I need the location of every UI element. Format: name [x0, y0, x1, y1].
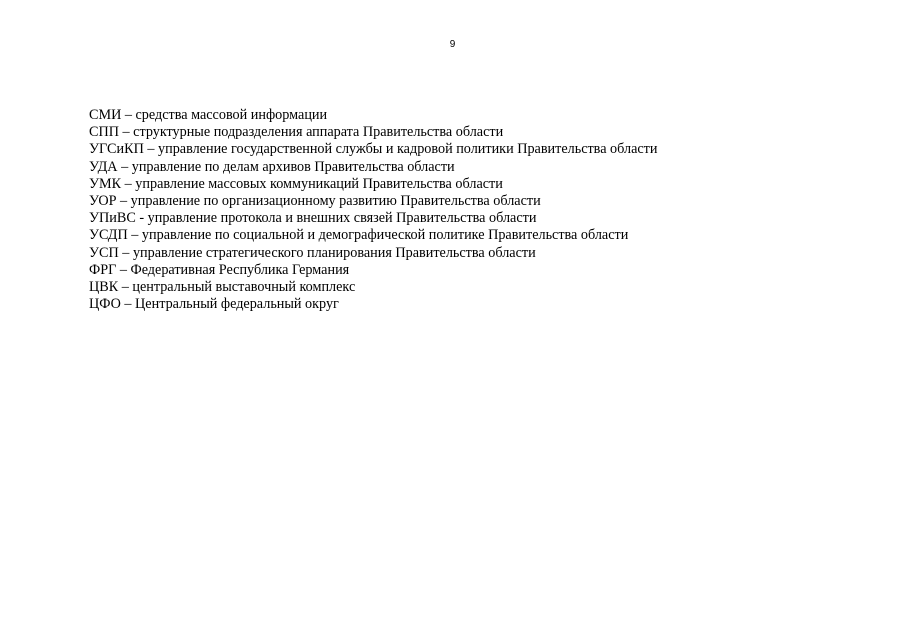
- abbreviation-list: [89, 107, 869, 313]
- abbreviation-entry: УСДП – управление по социальной и демографической политике Правительства области: [89, 227, 629, 244]
- abbreviation-entry: УМК – управление массовых коммуникаций Правительства области: [89, 175, 503, 192]
- abbreviation-entry: УОР – управление по организационному развитию Правительства области: [89, 193, 541, 210]
- abbreviation-entry: ФРГ – Федеративная Республика Германия: [89, 261, 350, 278]
- abbreviation-entry: УГСиКП – управление государственной службы и кадровой политики Правительства области: [89, 141, 658, 158]
- abbreviation-entry: ЦВК – центральный выставочный комплекс: [89, 279, 356, 296]
- abbreviation-entry: ЦФО – Центральный федеральный округ: [89, 296, 339, 313]
- page-number: 9: [449, 39, 456, 50]
- abbreviation-entry: СПП – структурные подразделения аппарата Правительства области: [89, 124, 504, 141]
- abbreviation-entry: УСП – управление стратегического планирования Правительства области: [89, 244, 536, 261]
- abbreviation-entry: СМИ – средства массовой информации: [89, 107, 328, 123]
- abbreviation-entry: УДА – управление по делам архивов Правительства области: [89, 158, 455, 175]
- abbreviation-entry: УПиВС - управление протокола и внешних связей Правительства области: [89, 210, 537, 227]
